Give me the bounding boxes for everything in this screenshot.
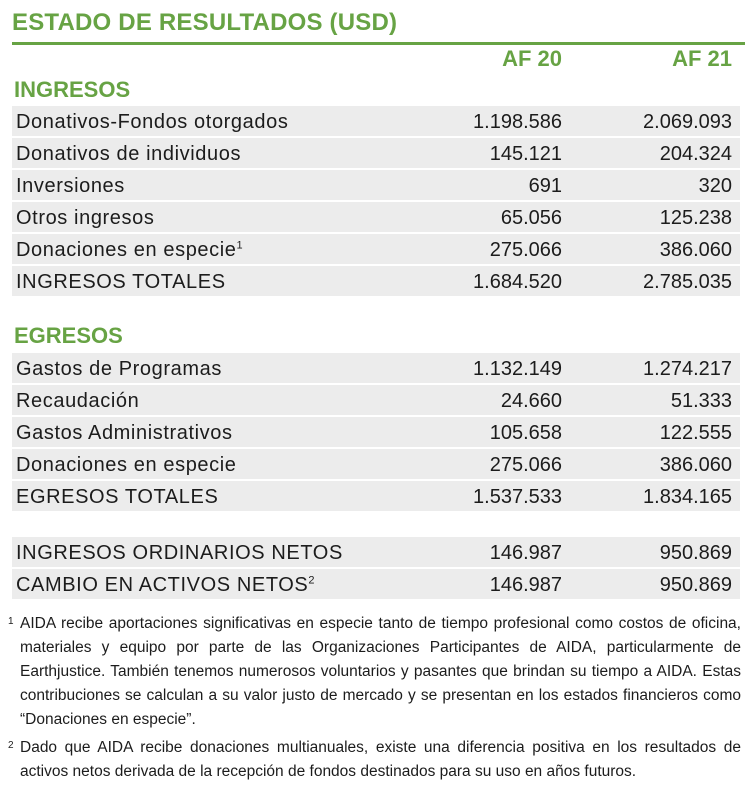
- value-af20: 1.198.586: [473, 111, 562, 133]
- footnotes: [8, 612, 741, 788]
- table-row: [12, 202, 740, 232]
- value-af20: 24.660: [500, 390, 562, 412]
- row-label-text: INGRESOS ORDINARIOS NETOS: [16, 542, 343, 564]
- value-af20: 146.987: [489, 542, 562, 564]
- table-row: [12, 266, 740, 296]
- row-label-text: Recaudación: [16, 390, 140, 412]
- value-af21: 1.274.217: [643, 358, 732, 380]
- value-af21: 125.238: [659, 207, 732, 229]
- value-af21: 320: [698, 175, 732, 197]
- footnote-text: AIDA recibe aportaciones significativas en especie tanto de tiempo profesional como costos de oficina, materiales y equipo por parte de las Organizaciones Participantes de AIDA, particularmente de Earthjustice. También tenemos numerosos voluntarios y pasantes que brindan su tiempo a AIDA. Estas contribuciones se calculan a su valor justo de mercado y se presentan en los estados financieros como “Donaciones en especie”.: [20, 615, 741, 728]
- row-label-text: Donativos-Fondos otorgados: [16, 111, 289, 133]
- row-label-text: CAMBIO EN ACTIVOS NETOS: [16, 574, 309, 596]
- value-af21: 51.333: [670, 390, 732, 412]
- row-label: [16, 482, 218, 512]
- row-label: [16, 418, 233, 448]
- row-label: [16, 171, 125, 201]
- row-label: [16, 450, 237, 480]
- table-row: [12, 138, 740, 168]
- title-underline: [12, 42, 745, 45]
- footnote-2: [8, 736, 741, 784]
- row-label: [16, 354, 222, 384]
- row-label: [16, 570, 315, 600]
- value-af20: 1.684.520: [473, 271, 562, 293]
- row-label: [16, 107, 288, 137]
- column-header-af21: AF 21: [672, 46, 732, 71]
- value-af21: 2.785.035: [643, 271, 732, 293]
- value-af20: 275.066: [489, 454, 562, 476]
- row-label-text: Inversiones: [16, 175, 125, 197]
- value-af21: 122.555: [659, 422, 732, 444]
- table-row: [12, 481, 740, 511]
- statement-title: ESTADO DE RESULTADOS (USD): [12, 9, 398, 36]
- value-af20: 691: [528, 175, 562, 197]
- value-af21: 386.060: [659, 239, 732, 261]
- value-af21: 950.869: [659, 574, 732, 596]
- row-label-text: Donativos de individuos: [16, 143, 242, 165]
- table-row: [12, 353, 740, 383]
- table-row: [12, 537, 740, 567]
- table-row: [12, 417, 740, 447]
- row-label-text: Gastos Administrativos: [16, 422, 233, 444]
- value-af21: 2.069.093: [643, 111, 732, 133]
- row-label-text: Gastos de Programas: [16, 358, 222, 380]
- footnote-reference: 2: [308, 574, 316, 587]
- row-label: [16, 235, 243, 265]
- value-af20: 146.987: [489, 574, 562, 596]
- footnote-1: [8, 612, 741, 732]
- table-row: [12, 170, 740, 200]
- value-af21: 1.834.165: [643, 486, 732, 508]
- row-label-text: Otros ingresos: [16, 207, 155, 229]
- column-header-af20: AF 20: [502, 46, 562, 71]
- value-af20: 145.121: [489, 143, 562, 165]
- row-label: [16, 139, 241, 169]
- section-heading-ingresos: INGRESOS: [14, 77, 131, 102]
- value-af21: 204.324: [659, 143, 732, 165]
- table-row: [12, 234, 740, 264]
- row-label: [16, 267, 226, 297]
- value-af20: 1.537.533: [473, 486, 562, 508]
- table-row: [12, 569, 740, 599]
- row-label: [16, 386, 139, 416]
- section-heading-egresos: EGRESOS: [14, 323, 123, 348]
- row-label-text: EGRESOS TOTALES: [16, 486, 219, 508]
- value-af20: 65.056: [500, 207, 562, 229]
- row-label: [16, 203, 154, 233]
- footnote-text: Dado que AIDA recibe donaciones multianuales, existe una diferencia positiva en los resultados de activos netos derivada de la recepción de fondos destinados para su uso en años futuros.: [20, 739, 741, 780]
- row-label-text: INGRESOS TOTALES: [16, 271, 226, 293]
- table-row: [12, 106, 740, 136]
- row-label: [16, 538, 343, 568]
- value-af20: 1.132.149: [473, 358, 562, 380]
- table-row: [12, 385, 740, 415]
- footnote-reference: 1: [236, 239, 244, 252]
- value-af21: 950.869: [659, 542, 732, 564]
- value-af21: 386.060: [659, 454, 732, 476]
- footnote-mark: 1: [8, 616, 14, 627]
- table-row: [12, 449, 740, 479]
- row-label-text: Donaciones en especie: [16, 454, 237, 476]
- footnote-mark: 2: [8, 740, 14, 751]
- row-label-text: Donaciones en especie: [16, 239, 237, 261]
- value-af20: 275.066: [489, 239, 562, 261]
- value-af20: 105.658: [489, 422, 562, 444]
